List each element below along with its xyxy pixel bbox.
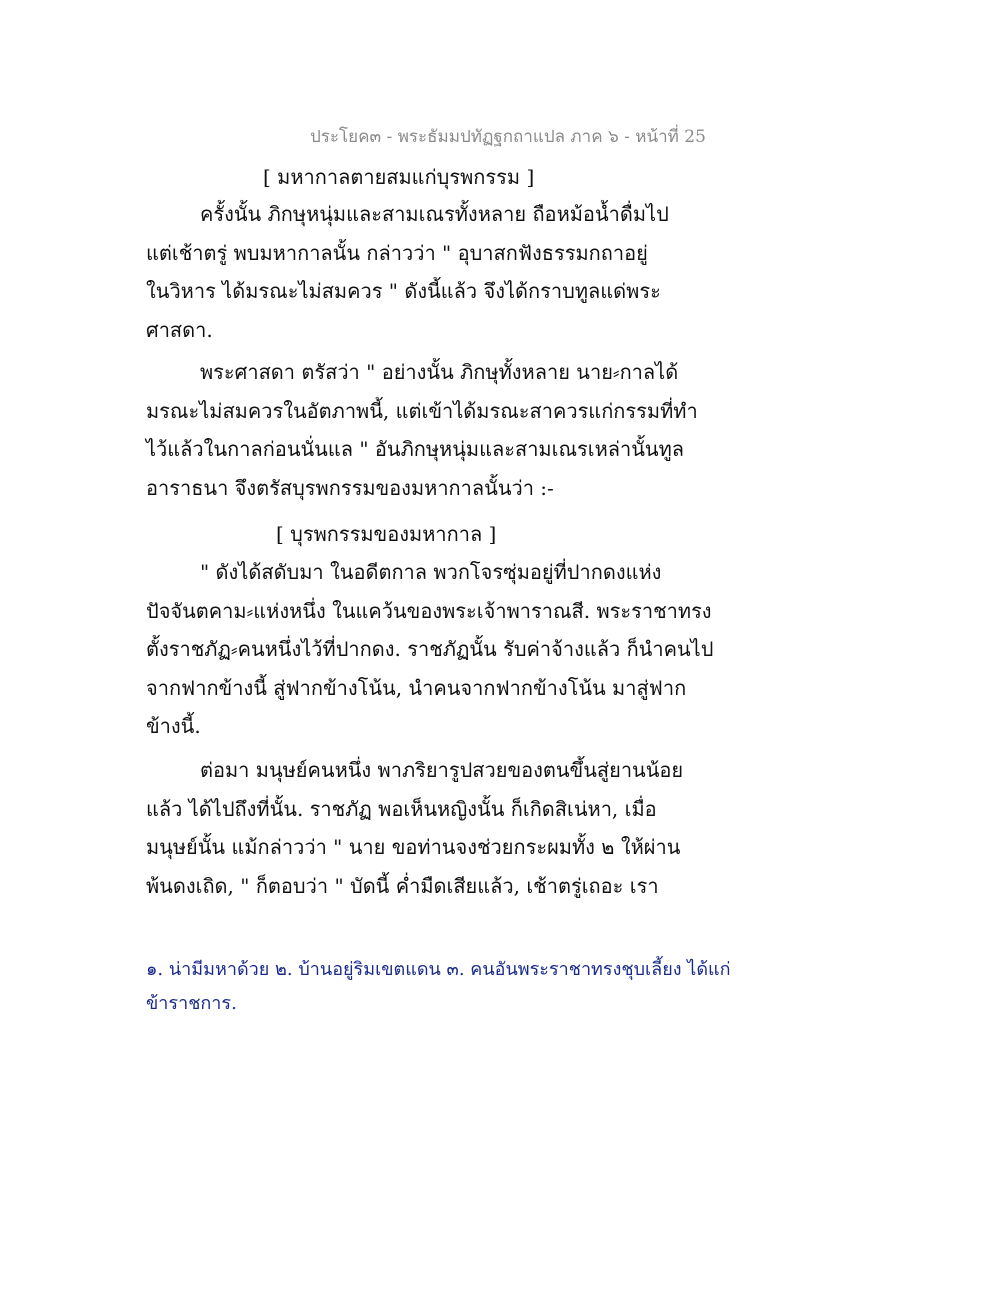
paragraph [146, 751, 706, 905]
paragraph [146, 353, 706, 507]
text-line: มนุษย์นั้น แม้กล่าวว่า " นาย ขอท่านจงช่วยกระผมทั้ง ๒ ให้ผ่าน [146, 835, 681, 859]
text-line: อาราธนา จึงตรัสบุรพกรรมของมหากาลนั้นว่า :- [146, 475, 554, 500]
section-heading-past-deeds: [ บุรพกรรมของมหากาล ] [276, 522, 497, 546]
paragraph [146, 553, 714, 746]
text-line: พ้นดงเถิด, " ก็ตอบว่า " บัดนี้ ค่ำมืดเสียแล้ว, เช้าตรู่เถอะ เรา [146, 873, 659, 898]
text-line: พระศาสดา ตรัสว่า " อย่างนั้น ภิกษุทั้งหลาย นาย⸗กาลได้ [200, 360, 679, 384]
text-line: ต่อมา มนุษย์คนหนึ่ง พาภริยารูปสวยของตนขึ้นสู่ยานน้อย [200, 758, 684, 782]
running-header: ประโยค๓ - พระธัมมปทัฏฐกถาแปล ภาค ๖ - หน้าที่ 25 [310, 127, 706, 147]
text-line: ครั้งนั้น ภิกษุหนุ่มและสามเณรทั้งหลาย ถือหม้อน้ำดื่มไป [200, 202, 669, 226]
text-line: ศาสดา. [146, 317, 213, 342]
text-line: แต่เช้าตรู่ พบมหากาลนั้น กล่าวว่า " อุบาสกฟังธรรมกถาอยู่ [146, 240, 648, 265]
text-line: ปัจจันตคาม⸗แห่งหนึ่ง ในแคว้นของพระเจ้าพาราณสี. พระราชาทรง [146, 598, 712, 623]
text-line: แล้ว ได้ไปถึงที่นั้น. ราชภัฏ พอเห็นหญิงนั้น ก็เกิดสิเน่หา, เมื่อ [146, 796, 657, 821]
text-line: " ดังได้สดับมา ในอดีตกาล พวกโจรซุ่มอยู่ที่ปากดงแห่ง [200, 560, 662, 584]
text-line: ไว้แล้วในกาลก่อนนั่นแล " อันภิกษุหนุ่มและสามเณรเหล่านั้นทูล [146, 437, 685, 461]
footnote-line: ๑. น่ามีมหาด้วย ๒. บ้านอยู่ริมเขตแดน ๓. คนอันพระราชาทรงชุบเลี้ยง ได้แก่ [146, 959, 731, 980]
footnotes [146, 953, 731, 1021]
paragraph [146, 195, 706, 349]
text-line: ในวิหาร ได้มรณะไม่สมควร " ดังนี้แล้ว จึงได้กราบทูลแด่พระ [146, 279, 661, 303]
text-line: จากฟากข้างนี้ สู่ฟากข้างโน้น, นำคนจากฟากข้างโน้น มาสู่ฟาก [146, 675, 687, 700]
footnote-line: ข้าราชการ. [146, 993, 237, 1014]
text-line: มรณะไม่สมควรในอัตภาพนี้, แต่เข้าได้มรณะสาควรแก่กรรมที่ทำ [146, 398, 698, 423]
section-heading-death: [ มหากาลตายสมแก่บุรพกรรม ] [263, 165, 535, 189]
text-line: ตั้งราชภัฏ⸗คนหนึ่งไว้ที่ปากดง. ราชภัฏนั้น รับค่าจ้างแล้ว ก็นำคนไป [146, 637, 714, 661]
text-line: ข้างนี้. [146, 714, 201, 738]
